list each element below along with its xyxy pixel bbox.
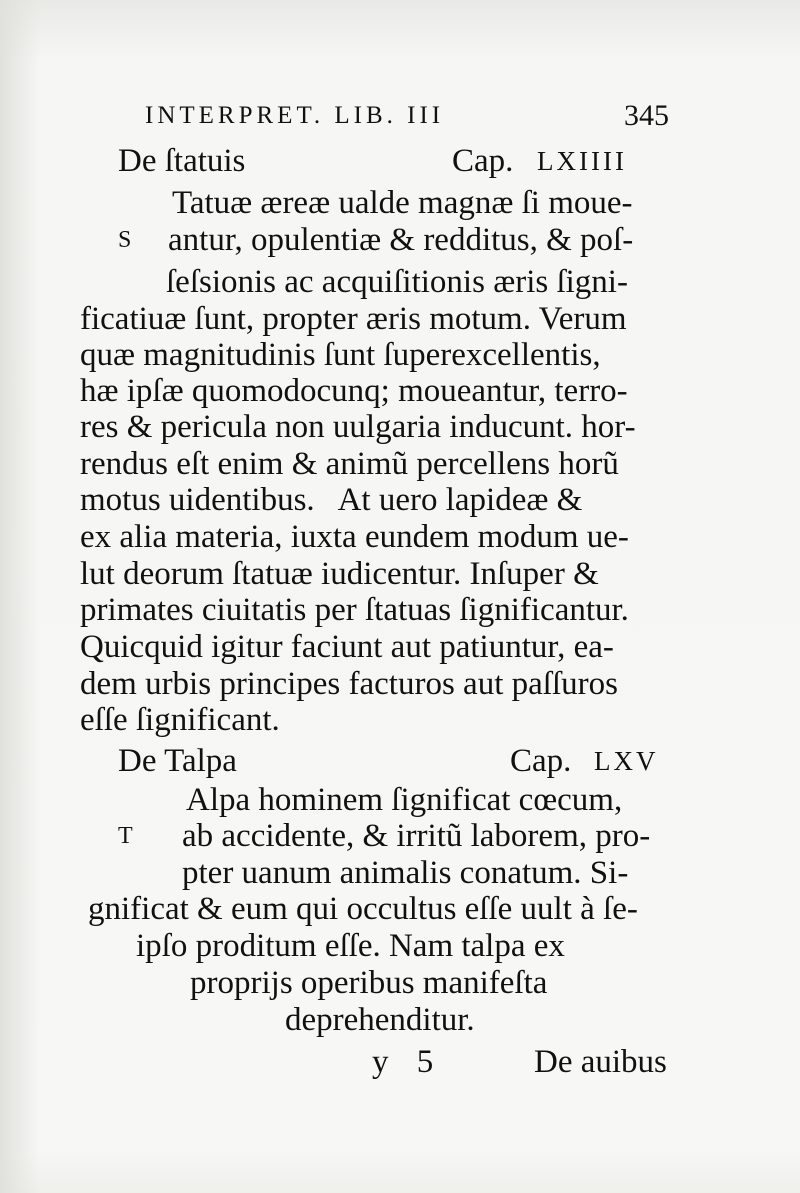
text-line: motus uidentibus. At uero lapideæ & (80, 482, 583, 518)
cap-label: Cap. (452, 143, 514, 179)
text-line: hæ ipſæ quomodocunq; moueantur, terro- (80, 373, 628, 409)
text-line: primates ciuitatis per ſtatuas ſignificantur. (80, 592, 629, 628)
text-line: rendus eſt enim & animũ percellens horũ (80, 446, 619, 482)
text-line: dem urbis principes facturos aut paſſuros (80, 666, 618, 702)
drop-initial: S (118, 227, 132, 253)
text-line: deprehenditur. (285, 1002, 475, 1038)
text-line: eſſe ſignificant. (80, 702, 280, 738)
chapter-heading (0, 741, 800, 781)
text-line: T ab accidente, & irritũ laborem, pro- (118, 818, 651, 854)
cap-number: LXV (594, 746, 659, 776)
running-header (0, 96, 800, 136)
text-line: ipſo proditum eſſe. Nam talpa ex (136, 928, 565, 964)
text-line: res & pericula non uulgaria inducunt. hor- (80, 409, 636, 445)
cap-number: LXIIII (537, 146, 627, 176)
text-line: Tatuæ æreæ ualde magnæ ſi moue- (172, 185, 633, 221)
text-line: proprijs operibus manifeſta (190, 965, 548, 1001)
chapter-title: De ſtatuis (118, 143, 246, 179)
text-line: ex alia materia, iuxta eundem modum ue- (80, 519, 629, 555)
chapter-heading (0, 141, 800, 181)
catchword: De auibus (534, 1044, 667, 1080)
signature-mark: y 5 (372, 1044, 444, 1080)
text-line: Alpa hominem ſignificat cœcum, (186, 782, 623, 818)
running-title: INTERPRET. LIB. III (145, 102, 445, 129)
text-line: ficatiuæ ſunt, propter æris motum. Verum (80, 301, 627, 337)
text-line: pter uanum animalis conatum. Si- (182, 855, 629, 891)
text-line: S antur, opulentiæ & redditus, & poſ- (118, 222, 634, 258)
page-footer (0, 1042, 800, 1082)
text-line: quæ magnitudinis ſunt ſuperexcellentis, (80, 337, 601, 373)
text-line: Quicquid igitur faciunt aut patiuntur, ea- (80, 629, 614, 665)
text-line: gnificat & eum qui occultus eſſe uult à ſe- (88, 891, 638, 927)
text-line: lut deorum ſtatuæ iudicentur. Inſuper & (80, 556, 599, 592)
text-line: ſeſsionis ac acquiſitionis æris ſigni- (166, 264, 628, 300)
drop-initial: T (118, 823, 133, 849)
chapter-title: De Talpa (118, 743, 237, 779)
cap-label: Cap. (510, 743, 572, 779)
page-number: 345 (624, 99, 669, 132)
